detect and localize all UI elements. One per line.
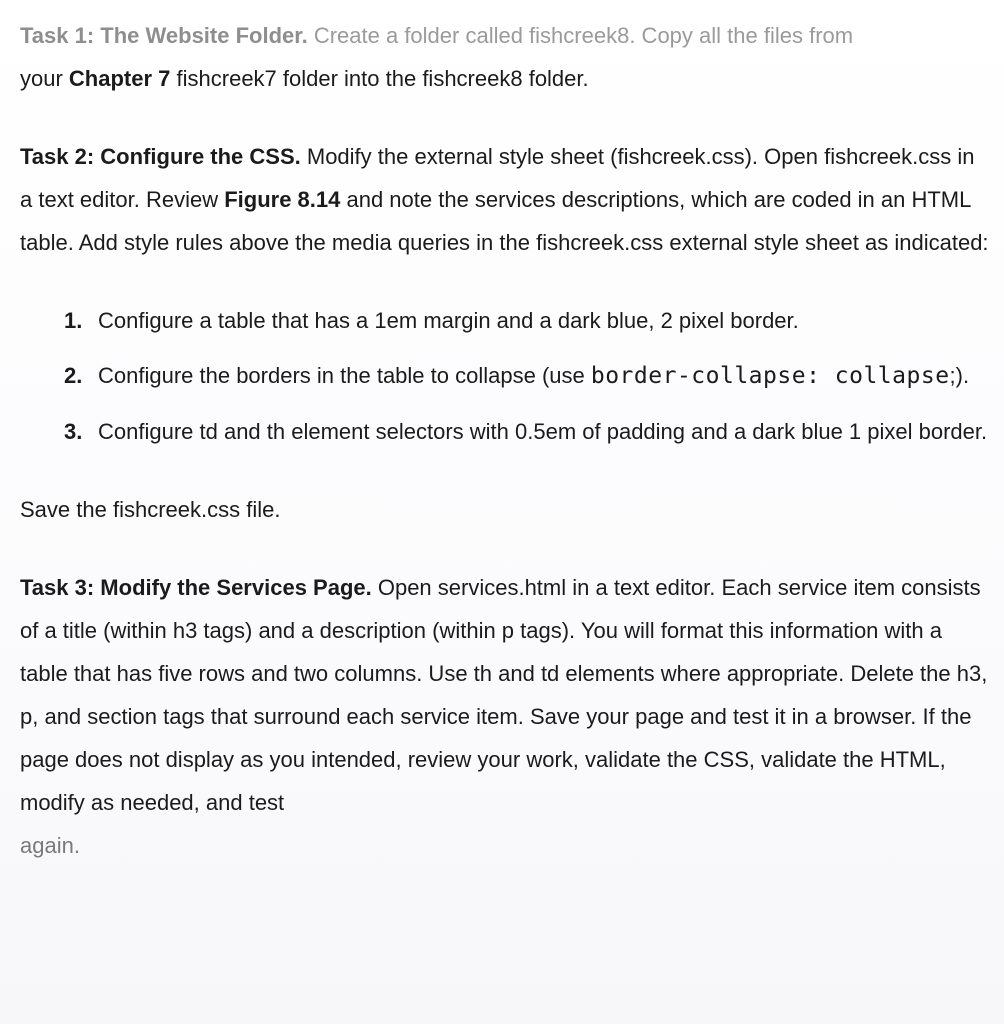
task3-text-a: Open services.html in a text editor. Each service item consists of a title (within h3 tags) and a description (within p tags). You will format this information with a table that has five rows and two columns. Use th and td elements where appropriate. Delete the h3, p, and section tags that surround each service item. Save your page and test it in a browser. If the page does not display as you intended, review your work, validate the CSS, validate the HTML, modify as needed, and test: [20, 575, 988, 815]
task3-text-end: again.: [20, 833, 80, 858]
list-item-number: 2.: [64, 363, 83, 388]
list-item-number: 3.: [64, 419, 83, 444]
document-content: [20, 14, 990, 867]
task2-text-b: and note the services descriptions, which are coded in an HTML table. Add style rules above the media queries in the fishcreek.css external style sheet as indicated:: [20, 187, 989, 255]
task3-paragraph: [20, 566, 990, 867]
list-item: [64, 299, 990, 342]
list-item-number: 1.: [64, 308, 83, 333]
task3-heading: Task 3: Modify the Services Page.: [20, 575, 372, 600]
task2-steps-list: [20, 299, 990, 453]
list-item: [64, 410, 990, 453]
task1-chapter: Chapter 7: [68, 66, 171, 91]
task1-paragraph: [20, 14, 990, 100]
task2-text-a: Modify the external style sheet (fishcreek.css). Open fishcreek.css in a text editor. Review: [20, 144, 975, 212]
list-item-text: Configure the borders in the table to collapse (use: [98, 363, 591, 388]
task1-text-c: fishcreek7 folder into the fishcreek8 folder.: [170, 66, 589, 91]
task1-text-a: Create a folder called fishcreek8. Copy all the files from: [307, 23, 854, 48]
list-item-text-after: ;).: [949, 363, 970, 388]
list-item-text: Configure a table that has a 1em margin and a dark blue, 2 pixel border.: [98, 308, 799, 333]
save-css-note: Save the fishcreek.css file.: [20, 497, 281, 522]
task1-first-line: [20, 23, 853, 48]
task2-figure-ref: Figure 8.14: [224, 187, 341, 212]
list-item-text: Configure td and th element selectors with 0.5em of padding and a dark blue 1 pixel border.: [98, 419, 988, 444]
task1-text-b: your: [20, 66, 69, 91]
list-item: [64, 354, 990, 398]
task1-heading: Task 1: The Website Folder.: [20, 23, 308, 48]
task2-heading: Task 2: Configure the CSS.: [20, 144, 301, 169]
code-snippet: border-collapse: collapse: [590, 363, 950, 389]
task2-paragraph: [20, 135, 990, 264]
